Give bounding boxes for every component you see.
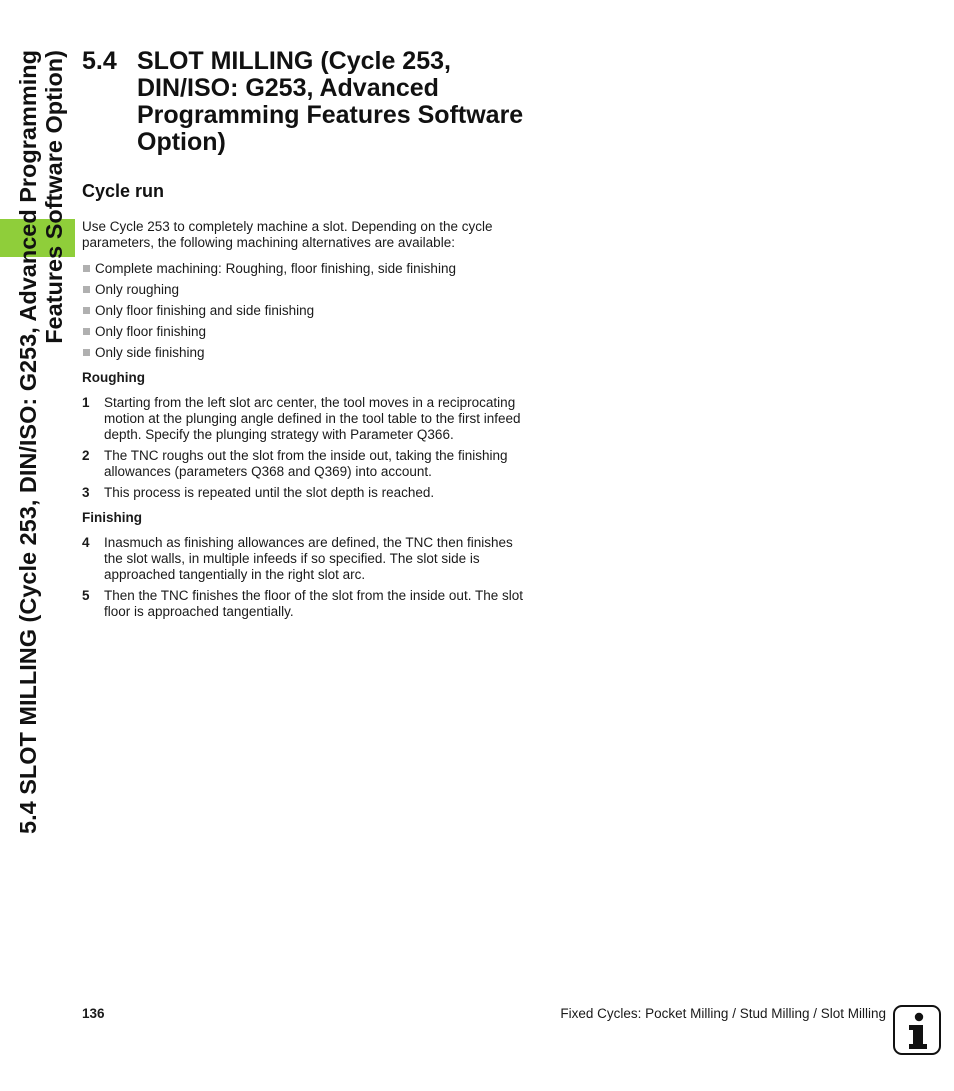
step-item: 4 Inasmuch as finishing allowances are defined, the TNC then finishes the slot walls, in multiple infeeds if so specified. The slot side is approached tangentially in the right slot arc. (82, 535, 513, 582)
side-header-line2: Features Software Option) (41, 50, 67, 344)
page-number: 136 (82, 1006, 105, 1021)
roughing-steps (82, 395, 527, 501)
side-header-text (15, 50, 75, 906)
bullet-square-icon (83, 307, 90, 314)
bullet-square-icon (83, 286, 90, 293)
step-item: 2 The TNC roughs out the slot from the inside out, taking the finishing allowances (parameters Q368 and Q369) into account. (82, 448, 508, 479)
step-item: 1 Starting from the left slot arc center, the tool moves in a reciprocating motion at the plunging angle defined in the tool table to the first infeed depth. Specify the plunging strategy with Parameter Q366. (82, 395, 521, 442)
step-item: 3 This process is repeated until the slot depth is reached. (82, 485, 435, 500)
info-icon (893, 1005, 941, 1055)
finishing-heading: Finishing (82, 510, 142, 525)
side-header-line1: 5.4 SLOT MILLING (Cycle 253, DIN/ISO: G253, Advanced Programming (15, 50, 41, 834)
subsection-title: Cycle run (82, 181, 165, 201)
step-number: 4 (82, 535, 90, 550)
step-number: 2 (82, 448, 90, 463)
content (82, 219, 527, 629)
list-item: Only side finishing (82, 345, 527, 361)
step-number: 3 (82, 485, 90, 500)
page-title (82, 48, 552, 156)
intro-paragraph: Use Cycle 253 to completely machine a slot. Depending on the cycle parameters, the following machining alternatives are available: (82, 219, 493, 250)
bullet-list (82, 261, 527, 361)
roughing-heading: Roughing (82, 370, 145, 385)
list-item: Only roughing (82, 282, 527, 298)
side-header (15, 50, 75, 906)
step-number: 1 (82, 395, 90, 410)
finishing-steps (82, 535, 527, 620)
list-item: Only floor finishing and side finishing (82, 303, 527, 319)
list-item: Complete machining: Roughing, floor finishing, side finishing (82, 261, 527, 277)
bullet-square-icon (83, 349, 90, 356)
step-number: 5 (82, 588, 90, 603)
section-number: 5.4 (82, 47, 117, 75)
section-title: SLOT MILLING (Cycle 253, DIN/ISO: G253, Advanced Programming Features Software Option) (137, 47, 524, 156)
footer-chapter-title: Fixed Cycles: Pocket Milling / Stud Milling / Slot Milling (560, 1006, 886, 1021)
bullet-square-icon (83, 265, 90, 272)
bullet-square-icon (83, 328, 90, 335)
list-item: Only floor finishing (82, 324, 527, 340)
step-item: 5 Then the TNC finishes the floor of the slot from the inside out. The slot floor is approached tangentially. (82, 588, 523, 619)
